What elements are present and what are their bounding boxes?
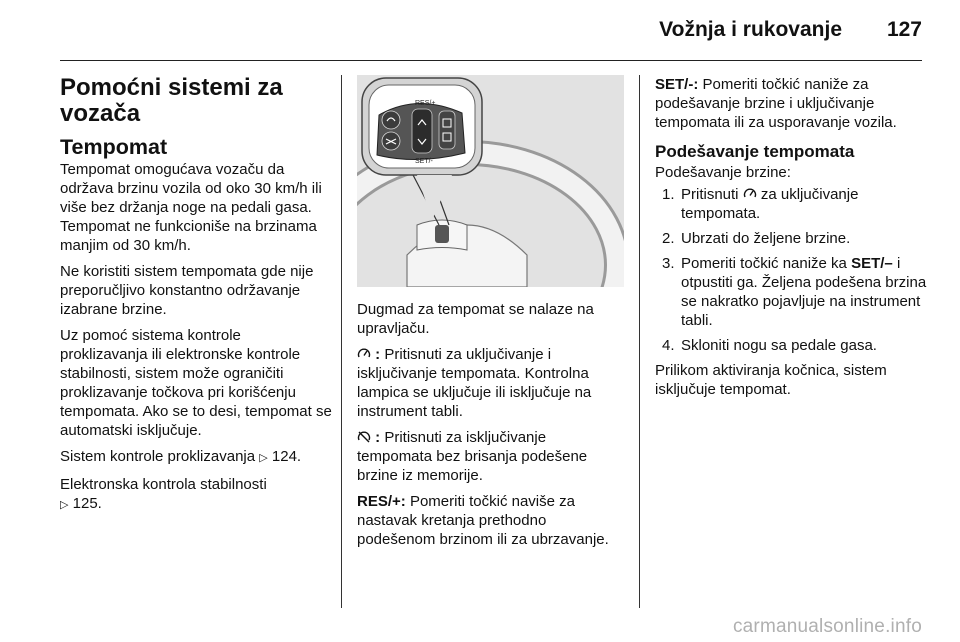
page-ref-arrow-icon: ▷	[259, 452, 268, 464]
page-number: 127	[886, 18, 922, 41]
steps-list	[655, 185, 927, 355]
section-heading: Pomoćni sistemi za vozača	[60, 74, 283, 127]
set-label: SET/-	[415, 158, 433, 165]
cruise-control-icon	[357, 347, 371, 361]
subsection-heading: Podešavanje tempomata	[655, 142, 855, 161]
column-2	[357, 75, 624, 556]
cross-reference: Elektronska kontrola stabilnosti ▷ 125.	[60, 476, 267, 512]
figure-caption: Dugmad za tempomat se nalaze na upravljaču.	[357, 301, 594, 337]
cruise-control-off-icon	[357, 430, 371, 444]
res-description: RES/+: Pomeriti točkić naviše za nastavak kretanja prethodno podešenom brzinom ili za ubrzavanje.	[357, 493, 609, 548]
paragraph: Tempomat omogućava vozaču da održava brzinu vozila od oko 30 km/h ili više bez držanja noge na pedali gasa. Tempomat ne funkcioniše na brzinama manjim od 30 km/h.	[60, 161, 322, 254]
cruise-control-icon	[743, 187, 757, 201]
list-item: 3. Pomeriti točkić naniže ka SET/– i otpustiti ga. Željena podešena brzina se nakratko pojavljuje na instrument tabli.	[662, 255, 927, 329]
cross-reference: Sistem kontrole proklizavanja ▷ 124.	[60, 448, 302, 465]
column-divider-1	[341, 75, 342, 608]
cruise-off-description: : Pritisnuti za isključivanje tempomata bez brisanja podešene brzine iz memorije.	[357, 429, 588, 484]
list-item: 2. Ubrzati do željene brzine.	[662, 230, 851, 247]
column-3	[655, 75, 927, 406]
paragraph: Uz pomoć sistema kontrole proklizavanja ili elektronske kontrole stabilnosti, sistem može ograničiti proklizavanje točkova pri korišćenju tempomata. Ako se to desi, tempomat se automatski isključuje.	[60, 327, 332, 439]
watermark: carmanualsonline.info	[732, 616, 922, 637]
cruise-on-description: : Pritisnuti za uključivanje i isključivanje tempomata. Kontrolna lampica se uključuje ili isključuje na instrument tabli.	[357, 346, 592, 420]
page-ref-link[interactable]: 124.	[271, 448, 302, 465]
subsection-heading: Tempomat	[60, 135, 168, 159]
chapter-title: Vožnja i rukovanje	[659, 18, 842, 41]
set-description: SET/-: Pomeriti točkić naniže za podešavanje brzine i uključivanje tempomata ili za usporavanje vozila.	[655, 76, 897, 131]
page-ref-arrow-icon: ▷	[60, 499, 69, 511]
steering-wheel-illustration	[357, 75, 624, 287]
header-rule	[60, 60, 922, 61]
closing-text: Prilikom aktiviranja kočnica, sistem isključuje tempomat.	[655, 362, 887, 398]
res-label: RES/+	[415, 100, 436, 107]
paragraph: Ne koristiti sistem tempomata gde nije preporučljivo konstantno održavanje izabrane brzine.	[60, 263, 314, 318]
list-item: 4. Skloniti nogu sa pedale gasa.	[662, 337, 877, 354]
column-divider-2	[639, 75, 640, 608]
page-ref-link[interactable]: 125.	[72, 495, 102, 512]
list-item: 1. Pritisnuti za uključivanje tempomata.	[662, 186, 859, 222]
intro-text: Podešavanje brzine:	[655, 164, 791, 181]
column-1	[60, 75, 332, 522]
